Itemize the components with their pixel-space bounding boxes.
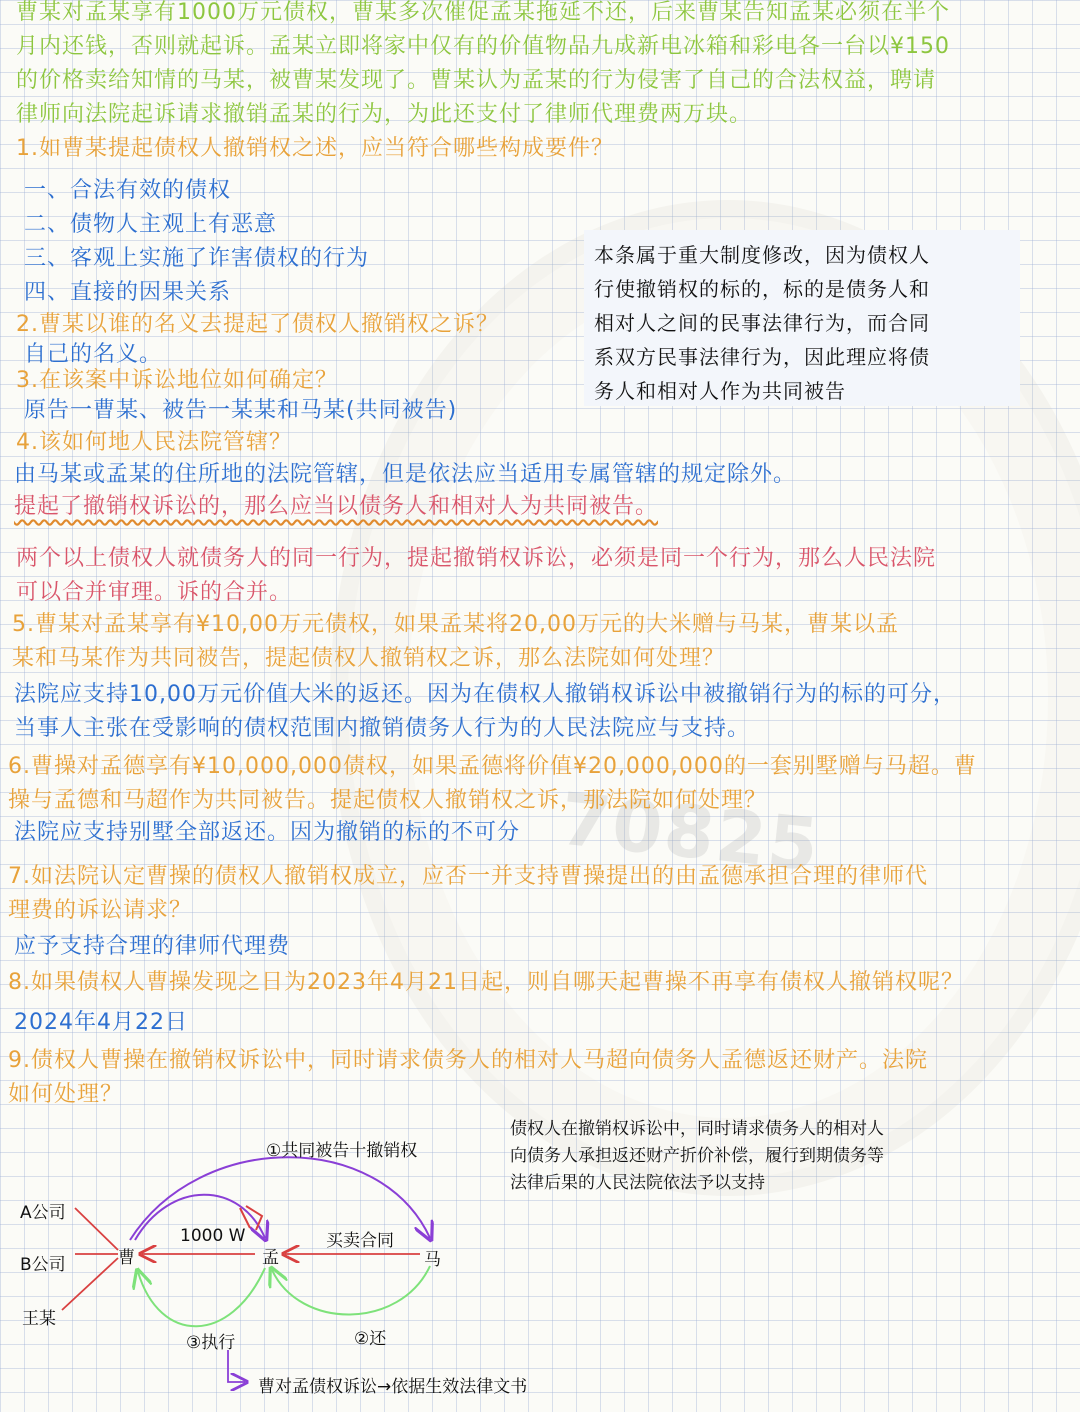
diagram-return: ②还: [354, 1329, 387, 1349]
q1-answer-2: 二、债物人主观上有恶意: [24, 212, 278, 237]
question-5-line-1: 5.曹某对孟某享有¥10,00万元债权，如果孟某将20,00万元的大米赠与马某，曹某以孟: [12, 612, 899, 637]
answer-4-merge-line-2: 可以合并审理。诉的合并。: [16, 580, 293, 605]
question-2: 2.曹某以谁的名义去提起了债权人撤销权之诉？: [16, 312, 499, 337]
answer-4-merge-line-1: 两个以上债权人就债务人的同一行为，提起撤销权诉讼，必须是同一个行为，那么人民法院: [16, 546, 937, 571]
intro-line-1: 曹某对孟某享有1000万元债权，曹某多次催促孟某拖延不还，后来曹某告知孟某必须在半个: [16, 0, 950, 25]
side-note-line-3: 相对人之间的民事法律行为，而合同: [594, 311, 930, 335]
question-1: 1.如曹某提起债权人撤销权之述，应当符合哪些构成要件？: [16, 136, 614, 161]
diagram-bottom-note: 曹对孟债权诉讼→依据生效法律文书: [258, 1377, 528, 1397]
question-5-line-2: 某和马某作为共同被告，提起债权人撤销权之诉，那么法院如何处理？: [12, 646, 726, 671]
q1-answer-3: 三、客观上实施了诈害债权的行为: [24, 246, 370, 271]
arc-meng-to-cao-execute: [138, 1268, 265, 1326]
answer-2: 自己的名义。: [24, 342, 163, 367]
diagram-creditor-a: A公司: [20, 1203, 66, 1223]
question-3: 3.在该案中诉讼地位如何确定？: [16, 368, 338, 393]
diagram-top-label: ①共同被告十撤销权: [266, 1141, 418, 1161]
answer-4: 由马某或孟某的住所地的法院管辖，但是依法应当适用专属管辖的规定除外。: [14, 462, 797, 487]
question-6-line-2: 操与孟德和马超作为共同被告。提起债权人撤销权之诉，那法院如何处理？: [8, 788, 768, 813]
question-7-line-1: 7.如法院认定曹操的债权人撤销权成立，应否一并支持曹操提出的由孟德承担合理的律师代: [8, 864, 928, 889]
answer-6: 法院应支持别墅全部返还。因为撤销的标的不可分: [14, 820, 521, 845]
answer-9-line-3: 法律后果的人民法院依法予以支持: [510, 1173, 765, 1193]
answer-9-line-1: 债权人在撤销权诉讼中，同时请求债务人的相对人: [510, 1119, 884, 1139]
diagram-execute: ③执行: [186, 1333, 236, 1353]
line-wang: [62, 1258, 118, 1310]
diagram-node-cao: 曹: [118, 1248, 135, 1268]
answer-9-line-2: 向债务人承担返还财产折价补偿，履行到期债务等: [510, 1146, 884, 1166]
side-note-line-1: 本条属于重大制度修改，因为债权人: [594, 243, 930, 267]
answer-5-line-1: 法院应支持10,00万元价值大米的返还。因为在债权人撤销权诉讼中被撤销行为的标的可分，: [14, 682, 956, 707]
question-8: 8.如果债权人曹操发现之日为2023年4月21日起，则自哪天起曹操不再享有债权人撤销权呢？: [8, 970, 964, 995]
relationship-diagram: [0, 1120, 620, 1412]
answer-5-line-2: 当事人主张在受影响的债权范围内撤销债务人行为的人民法院应与支持。: [14, 716, 751, 741]
question-7-line-2: 理费的诉讼请求？: [8, 898, 193, 923]
bottom-arrow: [228, 1350, 245, 1382]
answer-4-highlight: 提起了撤销权诉讼的，那么应当以债务人和相对人为共同被告。: [14, 494, 659, 519]
diagram-creditor-wang: 王某: [22, 1309, 56, 1329]
question-6-line-1: 6.曹操对孟德享有¥10,000,000债权，如果孟德将价值¥20,000,000的一套别墅赠与马超。曹: [8, 754, 977, 779]
line-a-company: [75, 1208, 118, 1250]
q1-answer-4: 四、直接的因果关系: [24, 280, 232, 305]
diagram-creditor-b: B公司: [20, 1255, 66, 1275]
q1-answer-1: 一、合法有效的债权: [24, 178, 232, 203]
intro-line-3: 的价格卖给知情的马某，被曹某发现了。曹某认为孟某的行为侵害了自己的合法权益，聘请: [16, 68, 937, 93]
intro-line-2: 月内还钱，否则就起诉。孟某立即将家中仅有的价值物品九成新电冰箱和彩电各一台以¥150: [16, 34, 950, 59]
answer-7: 应予支持合理的律师代理费: [14, 934, 291, 959]
side-note-line-2: 行使撤销权的标的，标的是债务人和: [594, 277, 930, 301]
watermark-number: 70825: [556, 776, 825, 888]
intro-line-4: 律师向法院起诉请求撤销孟某的行为，为此还支付了律师代理费两万块。: [16, 102, 753, 127]
answer-8: 2024年4月22日: [14, 1010, 188, 1035]
question-4: 4.该如何地人民法院管辖？: [16, 430, 292, 455]
question-9-line-1: 9.债权人曹操在撤销权诉讼中，同时请求债务人的相对人马超向债务人孟德返还财产。法院: [8, 1048, 928, 1073]
arc-ma-to-meng-return: [272, 1266, 430, 1315]
diagram-amount: 1000 W: [180, 1226, 246, 1246]
answer-3: 原告一曹某、被告一某某和马某(共同被告): [24, 398, 458, 423]
diagram-contract: 买卖合同: [326, 1231, 394, 1251]
side-note-line-4: 系双方民事法律行为，因此理应将债: [594, 345, 930, 369]
side-note-line-5: 务人和相对人作为共同被告: [594, 379, 846, 403]
diagram-node-ma: 马: [424, 1250, 441, 1270]
side-note: [584, 230, 1020, 406]
question-9-line-2: 如何处理？: [8, 1082, 124, 1107]
diagram-node-meng: 孟: [262, 1248, 279, 1268]
